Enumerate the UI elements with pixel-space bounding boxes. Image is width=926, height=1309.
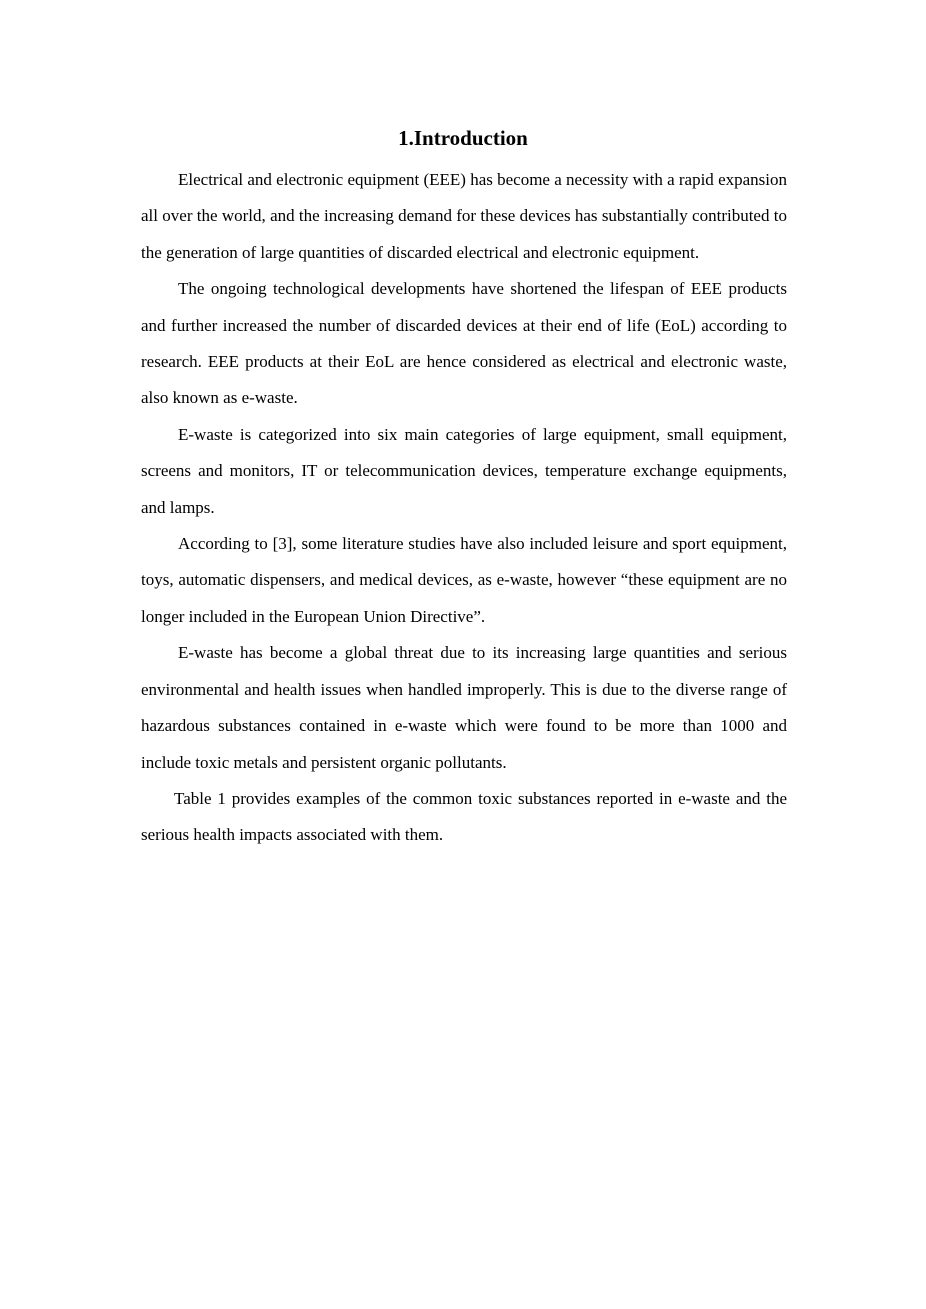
paragraph-e-waste-categories: E-waste is categorized into six main categories of large equipment, small equipment, screens and monitors, IT or telecommunication devices, temperature exchange equipments, and lamps. — [141, 424, 787, 517]
paragraph-eee-definition: Electrical and electronic equipment (EEE) has become a necessity with a rapid expansion all over the world, and the increasing demand for these devices has substantially contributed to the generation of large quantities of discarded electrical and electronic equipment. — [141, 170, 787, 262]
section-heading: 1.Introduction — [398, 126, 528, 150]
paragraph-global-threat: E-waste has become a global threat due to its increasing large quantities and serious environmental and health issues when handled improperly. This is due to the diverse range of hazardous substances contained in e-waste which were found to be more than 1000 and include toxic metals and persistent organic pollutants. — [141, 643, 787, 772]
section-body — [141, 162, 787, 854]
paragraph-technological-developments: The ongoing technological developments have shortened the lifespan of EEE products and further increased the number of discarded devices at their end of life (EoL) according to research. EEE products at their EoL are hence considered as electrical and electronic waste, also known as e-waste. — [141, 279, 787, 408]
paragraph-literature-studies: According to [3], some literature studies have also included leisure and sport equipment, toys, automatic dispensers, and medical devices, as e-waste, however “these equipment are no longer included in the European Union Directive”. — [141, 534, 787, 626]
paragraph-table-reference: Table 1 provides examples of the common toxic substances reported in e-waste and the serious health impacts associated with them. — [141, 788, 787, 845]
